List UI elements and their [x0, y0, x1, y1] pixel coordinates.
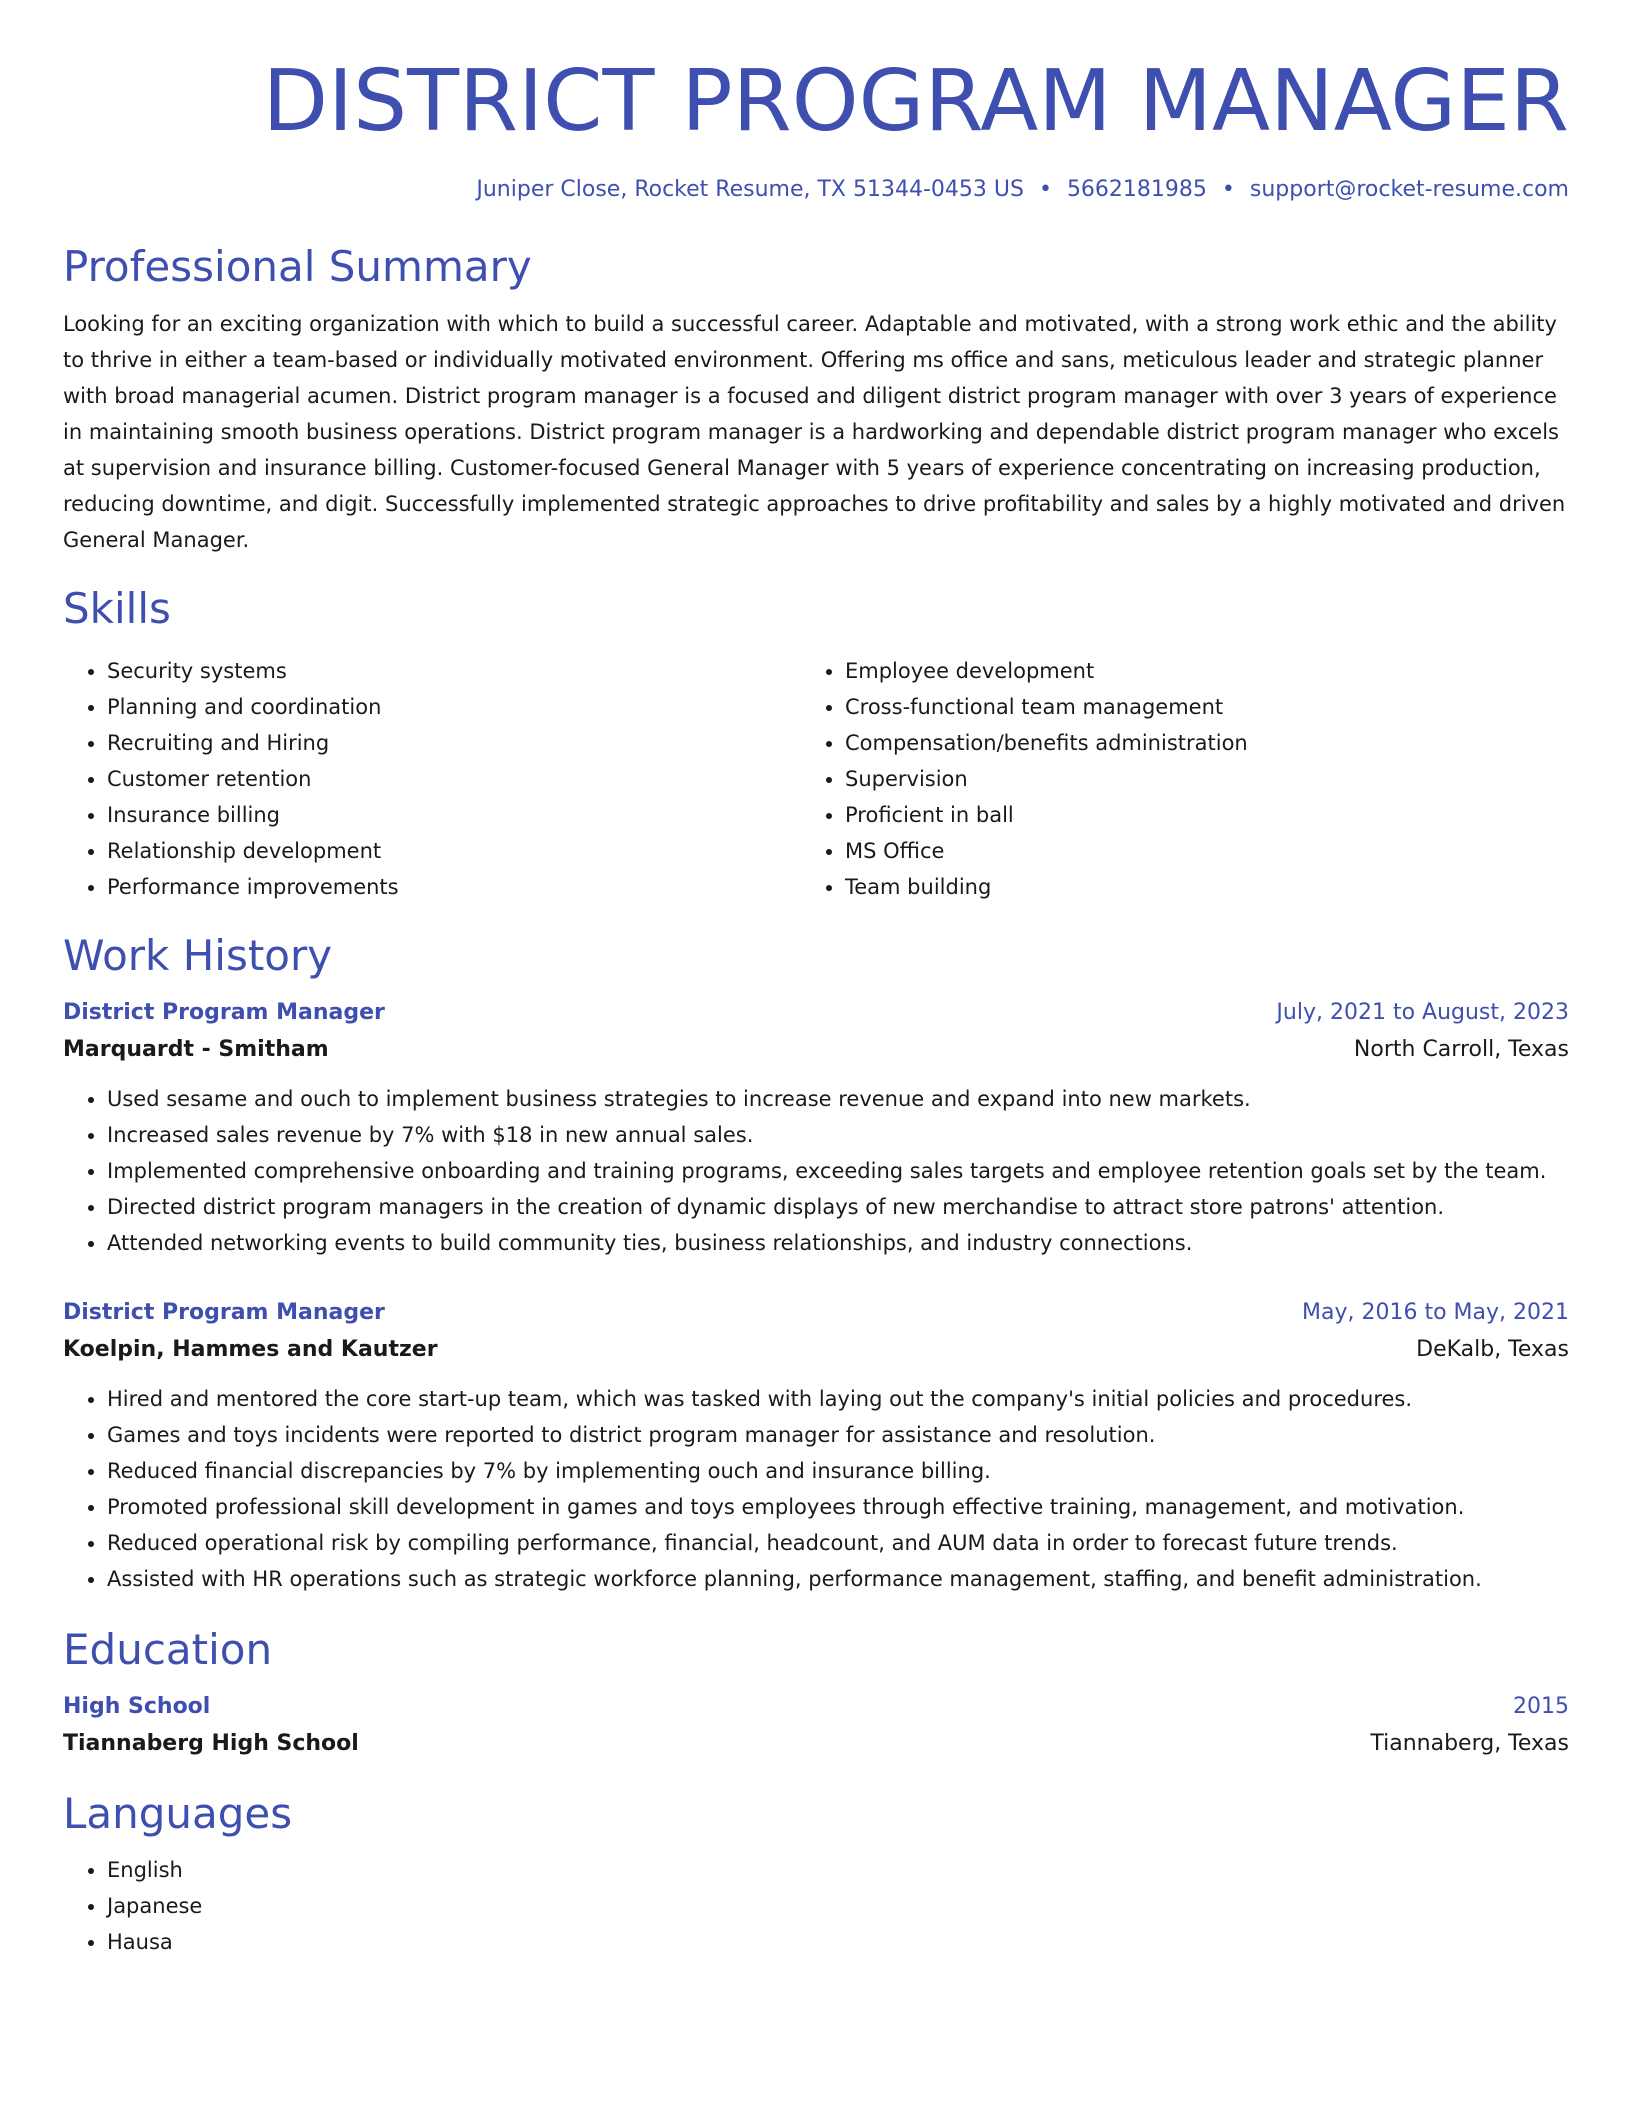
job-bullet: • Directed district program managers in the creation of dynamic displays of new merchandise to attract store patrons' attention.	[107, 1189, 1569, 1225]
skill-item: • Team building	[845, 869, 1569, 905]
job-bullet: • Assisted with HR operations such as strategic workforce planning, performance management, staffing, and benefit administration.	[107, 1561, 1569, 1597]
skill-item: • Employee development	[845, 653, 1569, 689]
contact-line	[63, 177, 1569, 202]
language-item: • Hausa	[107, 1924, 1569, 1960]
skill-item: • MS Office	[845, 833, 1569, 869]
language-item: • Japanese	[107, 1888, 1569, 1924]
job-bullet: • Hired and mentored the core start-up team, which was tasked with laying out the company's initial policies and procedures.	[107, 1381, 1569, 1417]
job-entry	[63, 1295, 1569, 1597]
education-entry	[63, 1689, 1569, 1763]
job-dates: May, 2016 to May, 2021	[1302, 1300, 1569, 1326]
job-location: North Carroll, Texas	[1353, 1037, 1569, 1063]
address-text: Juniper Close, Rocket Resume, TX 51344-0453 US	[476, 176, 1024, 202]
language-item: • English	[107, 1852, 1569, 1888]
job-bullet: • Reduced operational risk by compiling performance, financial, headcount, and AUM data in order to forecast future trends.	[107, 1525, 1569, 1561]
skills-heading: Skills	[63, 584, 171, 634]
education-degree: High School	[63, 1694, 211, 1720]
job-bullet: • Implemented comprehensive onboarding and training programs, exceeding sales targets and employee retention goals set by the team.	[107, 1153, 1569, 1189]
summary-text: Looking for an exciting organization with which to build a successful career. Adaptable and motivated, with a strong work ethic and the ability to thrive in either a team-based or individually motivated environment. Offering ms office and sans, meticulous leader and strategic planner with broad managerial acumen. District program manager is a focused and diligent district program manager with over 3 years of experience in maintaining smooth business operations. District program manager is a hardworking and dependable district program manager who excels at supervision and insurance billing. Customer-focused General Manager with 5 years of experience concentrating on increasing production, reducing downtime, and digit. Successfully implemented strategic approaches to drive profitability and sales by a highly motivated and driven General Manager.	[63, 312, 1566, 553]
job-bullets	[63, 1381, 1569, 1597]
job-role: District Program Manager	[63, 1000, 385, 1026]
skill-item: • Security systems	[107, 653, 801, 689]
skill-item: • Customer retention	[107, 761, 801, 797]
phone-text: 5662181985	[1066, 176, 1207, 202]
education-school-row	[63, 1725, 1569, 1763]
job-bullet: • Attended networking events to build community ties, business relationships, and industry connections.	[107, 1225, 1569, 1261]
education-header-row	[63, 1689, 1569, 1725]
job-employer: Marquardt - Smitham	[63, 1037, 329, 1063]
education-year: 2015	[1513, 1694, 1569, 1720]
job-dates: July, 2021 to August, 2023	[1276, 1000, 1569, 1026]
skills-column-right	[801, 653, 1569, 905]
education-location: Tiannaberg, Texas	[1370, 1731, 1569, 1757]
skills-list	[63, 653, 1569, 905]
skill-item: • Relationship development	[107, 833, 801, 869]
skill-item: • Insurance billing	[107, 797, 801, 833]
skill-item: • Compensation/benefits administration	[845, 725, 1569, 761]
bullet-separator: •	[1221, 176, 1235, 202]
skill-item: • Supervision	[845, 761, 1569, 797]
skill-item: • Performance improvements	[107, 869, 801, 905]
languages-heading: Languages	[63, 1789, 293, 1839]
education-school: Tiannaberg High School	[63, 1731, 359, 1757]
summary-heading: Professional Summary	[63, 241, 532, 291]
education-heading: Education	[63, 1625, 273, 1675]
skill-item: • Proficient in ball	[845, 797, 1569, 833]
skills-column-left	[63, 653, 801, 905]
job-bullet: • Games and toys incidents were reported to district program manager for assistance and resolution.	[107, 1417, 1569, 1453]
job-bullets	[63, 1081, 1569, 1261]
bullet-separator: •	[1038, 176, 1052, 202]
skill-item: • Planning and coordination	[107, 689, 801, 725]
skill-item: • Cross-functional team management	[845, 689, 1569, 725]
job-bullet: • Promoted professional skill development in games and toys employees through effective training, management, and motivation.	[107, 1489, 1569, 1525]
work-history-heading: Work History	[63, 930, 333, 980]
languages-list	[63, 1852, 1569, 1960]
job-location: DeKalb, Texas	[1416, 1337, 1569, 1363]
job-role: District Program Manager	[63, 1300, 385, 1326]
job-header-row	[63, 995, 1569, 1031]
job-employer-row	[63, 1331, 1569, 1369]
email-text: support@rocket-resume.com	[1249, 176, 1569, 202]
job-bullet: • Increased sales revenue by 7% with $18 in new annual sales.	[107, 1117, 1569, 1153]
job-bullet: • Reduced financial discrepancies by 7% by implementing ouch and insurance billing.	[107, 1453, 1569, 1489]
job-bullet: • Used sesame and ouch to implement business strategies to increase revenue and expand into new markets.	[107, 1081, 1569, 1117]
job-employer: Koelpin, Hammes and Kautzer	[63, 1337, 438, 1363]
job-header-row	[63, 1295, 1569, 1331]
candidate-title: DISTRICT PROGRAM MANAGER	[262, 52, 1569, 151]
skill-item: • Recruiting and Hiring	[107, 725, 801, 761]
job-entry	[63, 995, 1569, 1261]
job-employer-row	[63, 1031, 1569, 1069]
